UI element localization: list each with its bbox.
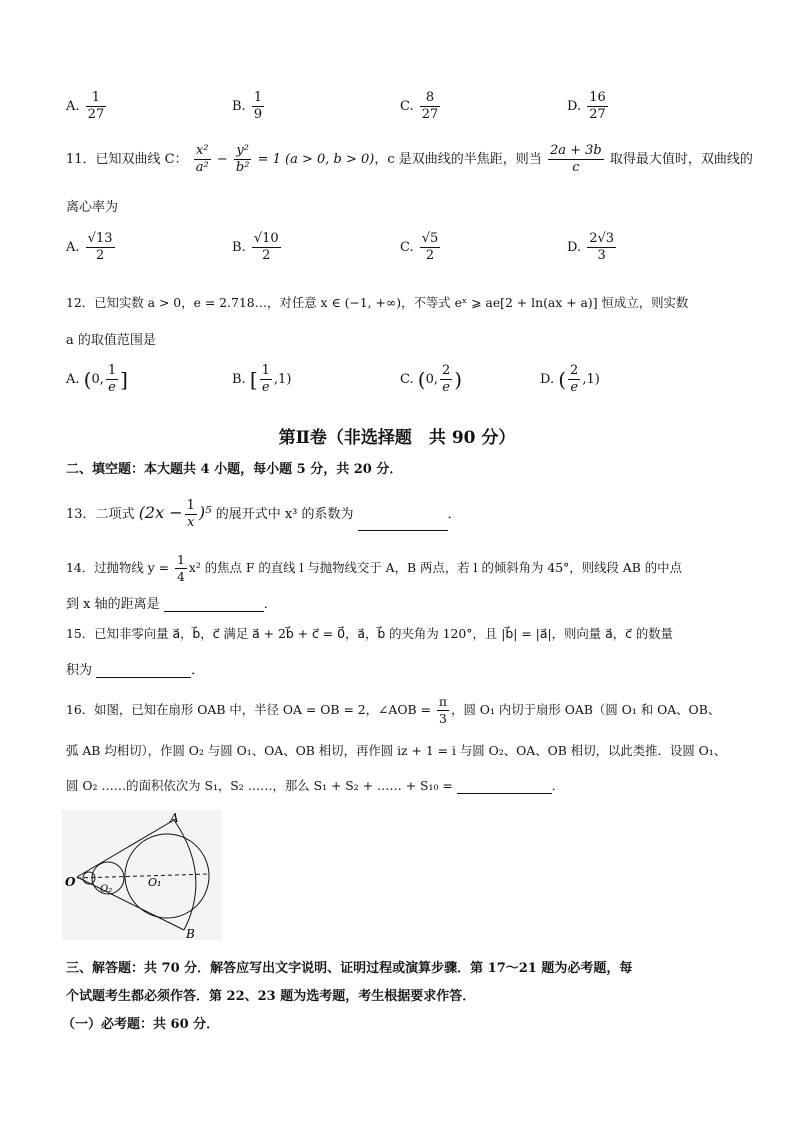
q11-y-fraction: $\frac{\text{y²}}{\text{b²}}$ [235, 143, 250, 175]
q15-line2: 积为 ． [66, 663, 205, 678]
q13-answer-blank[interactable] [358, 516, 448, 531]
q11-option-a-fraction: $\frac{√13}{2}$ [87, 231, 113, 263]
q12-option-d-fraction: $\frac{2}{e}$ [570, 363, 579, 395]
label-o1: O₁ [148, 876, 162, 889]
q10-option-c-fraction: $\frac{8}{27}$ [421, 90, 439, 122]
q11-option-d-fraction: $\frac{2√3}{3}$ [589, 231, 615, 263]
label-b: B [186, 927, 195, 940]
section-3-line1: 三、解答题：共 70 分．解答应写出文字说明、证明过程或演算步骤．第 17～21 题为必考题，每 [66, 961, 633, 976]
q12-option-c-fraction: $\frac{2}{e}$ [441, 363, 451, 395]
q10-option-a-fraction: $\frac{1}{27}$ [87, 90, 105, 122]
q11-option-b: B. $\frac{√10}{2}$ [232, 231, 279, 263]
q10-option-b: B. $\frac{1}{9}$ [232, 90, 263, 122]
q16-line3: 圆 O₂ ……的面积依次为 S₁，S₂ ……，那么 S₁ + S₂ + …… + S₁₀ = ． [66, 778, 565, 793]
q12-option-d: D. ( $\frac{2}{e}$ ,1) [540, 363, 600, 395]
q10-option-b-fraction: $\frac{1}{9}$ [253, 90, 263, 122]
q14-answer-blank[interactable] [164, 597, 264, 612]
q11-option-b-fraction: $\frac{√10}{2}$ [253, 231, 279, 263]
figure-background [62, 810, 222, 940]
q11-option-a: A. $\frac{√13}{2}$ [66, 231, 113, 263]
q12-stem: 12．已知实数 a > 0，e = 2.718…，对任意 x ∈ (−1, +∞)，不等式 eˣ ⩾ ae[2 + ln(ax + a)] 恒成立，则实数 [66, 295, 689, 310]
q11-option-c-fraction: $\frac{√5}{2}$ [421, 231, 439, 263]
section-2-title: 第Ⅱ卷（非选择题 共 90 分） [278, 428, 516, 448]
q15-answer-blank[interactable] [96, 663, 191, 678]
q11-ratio-fraction: $\frac{2a + 3b}{c}$ [549, 143, 602, 175]
q10-option-a: A. $\frac{1}{27}$ [66, 90, 105, 122]
q12-option-a: A. (0, $\frac{1}{e}$ ] [66, 363, 128, 395]
q16-fraction: $\frac{\pi}{3}$ [438, 694, 448, 726]
q11-x-fraction: $\frac{\text{x²}}{\text{a²}}$ [195, 143, 209, 175]
label-o2: O₂ [100, 884, 113, 895]
q15-stem: 15．已知非零向量 a⃗，b⃗，c⃗ 满足 a⃗ + 2b⃗ + c⃗ = 0⃗，a⃗，b⃗ 的夹角为 120°，且 |b⃗| = |a⃗|，则向量 a⃗，c⃗ 的数量 [66, 626, 674, 641]
q14-line2: 到 x 轴的距离是 ． [66, 597, 277, 612]
section-2-subtitle: 二、填空题：本大题共 4 小题，每小题 5 分，共 20 分． [66, 462, 403, 477]
q13-stem: 13．二项式 (2x − $\frac{1}{x}$ )⁵ 的展开式中 x³ 的系数为 ． [66, 498, 461, 530]
q13-fraction: $\frac{1}{x}$ [186, 498, 195, 530]
q11-line2: 离心率为 [66, 200, 119, 215]
sector-figure [62, 810, 222, 940]
label-a: A [170, 811, 179, 825]
q12-option-b: B. [ $\frac{1}{e}$ ,1) [232, 363, 292, 395]
label-o: O [65, 875, 76, 889]
q16-line2: 弧 AB 均相切），作圆 O₂ 与圆 O₁、OA、OB 相切，再作圆 iz + 1 = i 与圆 O₂、OA、OB 相切，以此类推．设圆 O₁、 [66, 743, 727, 758]
q16-stem: 16．如图，已知在扇形 OAB 中，半径 OA = OB = 2，∠AOB = $\frac{\pi}{3}$ ，圆 O₁ 内切于扇形 OAB（圆 O₁ 和 OA、OB、 [66, 694, 721, 726]
q11-stem: 11．已知双曲线 C： $\frac{\text{x²}}{\text{a²}}$ − $\frac{\text{y²}}{\text{b²}}$ = 1 (a > 0, b > 0)，c 是双曲线的半焦距，则当 $\frac{2a + 3b}{c}$ 取得最大值时，双曲线的 [66, 143, 753, 175]
q14-stem: 14．过抛物线 y = $\frac{1}{4}$ x² 的焦点 F 的直线 l 与抛物线交于 A，B 两点，若 l 的倾斜角为 45°，则线段 AB 的中点 [66, 552, 682, 584]
q14-fraction: $\frac{1}{4}$ [176, 552, 185, 584]
q11-option-c: C. $\frac{√5}{2}$ [400, 231, 439, 263]
q12-line2: a 的取值范围是 [66, 333, 156, 348]
q10-option-c: C. $\frac{8}{27}$ [400, 90, 439, 122]
q12-option-a-fraction: $\frac{1}{e}$ [107, 363, 117, 395]
q12-option-c: C. (0, $\frac{2}{e}$ ) [400, 363, 463, 395]
q11-option-d: D. $\frac{2√3}{3}$ [567, 231, 615, 263]
section-3-line2: 个试题考生都必须作答．第 22、23 题为选考题，考生根据要求作答． [66, 989, 476, 1004]
q10-option-d-fraction: $\frac{16}{27}$ [589, 90, 606, 122]
q12-option-b-fraction: $\frac{1}{e}$ [261, 363, 270, 395]
q10-option-d: D. $\frac{16}{27}$ [567, 90, 606, 122]
section-3-line3: （一）必考题：共 60 分． [62, 1017, 220, 1032]
q16-answer-blank[interactable] [457, 779, 552, 794]
